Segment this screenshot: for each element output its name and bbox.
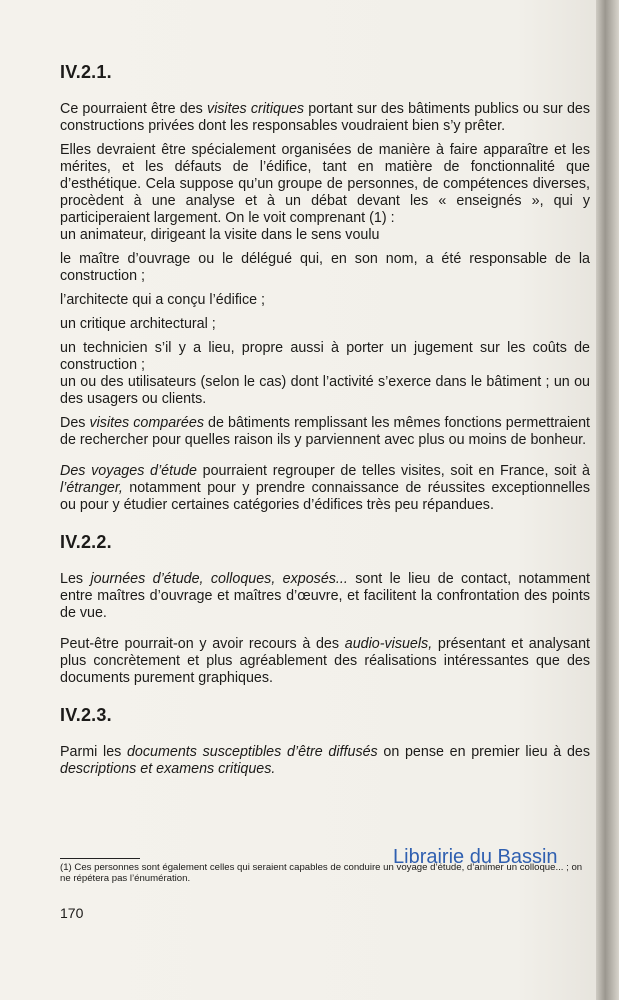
paragraph-journees-etude: Les journées d’étude, colloques, exposés... sont le lieu de contact, notamment entre maîtres d’ouvrage et maîtres d’œuvre, et facilitent la confrontation des points de vue. [60, 571, 590, 621]
section-heading-1: IV.2.1. [60, 62, 112, 82]
page-number: 170 [60, 905, 84, 921]
paragraph-visites-critiques: Ce pourraient être des visites critiques portant sur des bâtiments publics ou sur des constructions privées dont les responsables voudraient bien s’y prêter. [60, 101, 590, 134]
list-item: l’architecte qui a conçu l’édifice ; [60, 292, 266, 308]
list-item: un animateur, dirigeant la visite dans le sens voulu [60, 227, 380, 243]
section-heading-2: IV.2.2. [60, 532, 112, 552]
book-spine [596, 0, 619, 1000]
paragraph-voyages-etude: Des voyages d’étude pourraient regrouper de telles visites, soit en France, soit à l’étranger, notamment pour y prendre connaissance de réussites exceptionnelles ou pour y étudier certaines catégories d’édifices très peu répandues. [60, 463, 590, 513]
section-heading-3: IV.2.3. [60, 705, 112, 725]
paragraph-audio-visuels: Peut-être pourrait-on y avoir recours à des audio-visuels, présentant et analysant plus concrètement et plus agréablement des réalisations intéressantes que des documents purement graphiques. [60, 636, 590, 686]
watermark: Librairie du Bassin [393, 846, 558, 868]
footnote-divider [60, 858, 140, 859]
paragraph-documents: Parmi les documents susceptibles d’être diffusés on pense en premier lieu à des descriptions et examens critiques. [60, 744, 590, 777]
list-item: un technicien s’il y a lieu, propre aussi à porter un jugement sur les coûts de construction ; [60, 340, 590, 373]
list-item: le maître d’ouvrage ou le délégué qui, en son nom, a été responsable de la construction ; [60, 251, 590, 284]
list-item: un ou des utilisateurs (selon le cas) dont l’activité s’exerce dans le bâtiment ; un ou des usagers ou clients. [60, 374, 590, 407]
paragraph-organisation: Elles devraient être spécialement organisées de manière à faire apparaître et les mérites, et les défauts de l’édifice, tant en matière de fonctionnalité que d’esthétique. Cela suppose qu’un groupe de personnes, de compétences diverses, procèdent à une analyse et à un débat devant les « enseignés », qui y participeraient largement. On le voit comprenant (1) : [60, 142, 590, 226]
page-content [60, 62, 590, 778]
footnote: (1) Ces personnes sont également celles qui seraient capables de conduire un voyage d’étude, d’animer un colloque... ; on ne répétera pas l’énumération. [60, 862, 583, 884]
list-item: un critique architectural ; [60, 316, 216, 332]
paragraph-visites-comparees: Des visites comparées de bâtiments remplissant les mêmes fonctions permettraient de rechercher pour quelles raison ils y parviennent avec plus ou moins de bonheur. [60, 415, 590, 448]
